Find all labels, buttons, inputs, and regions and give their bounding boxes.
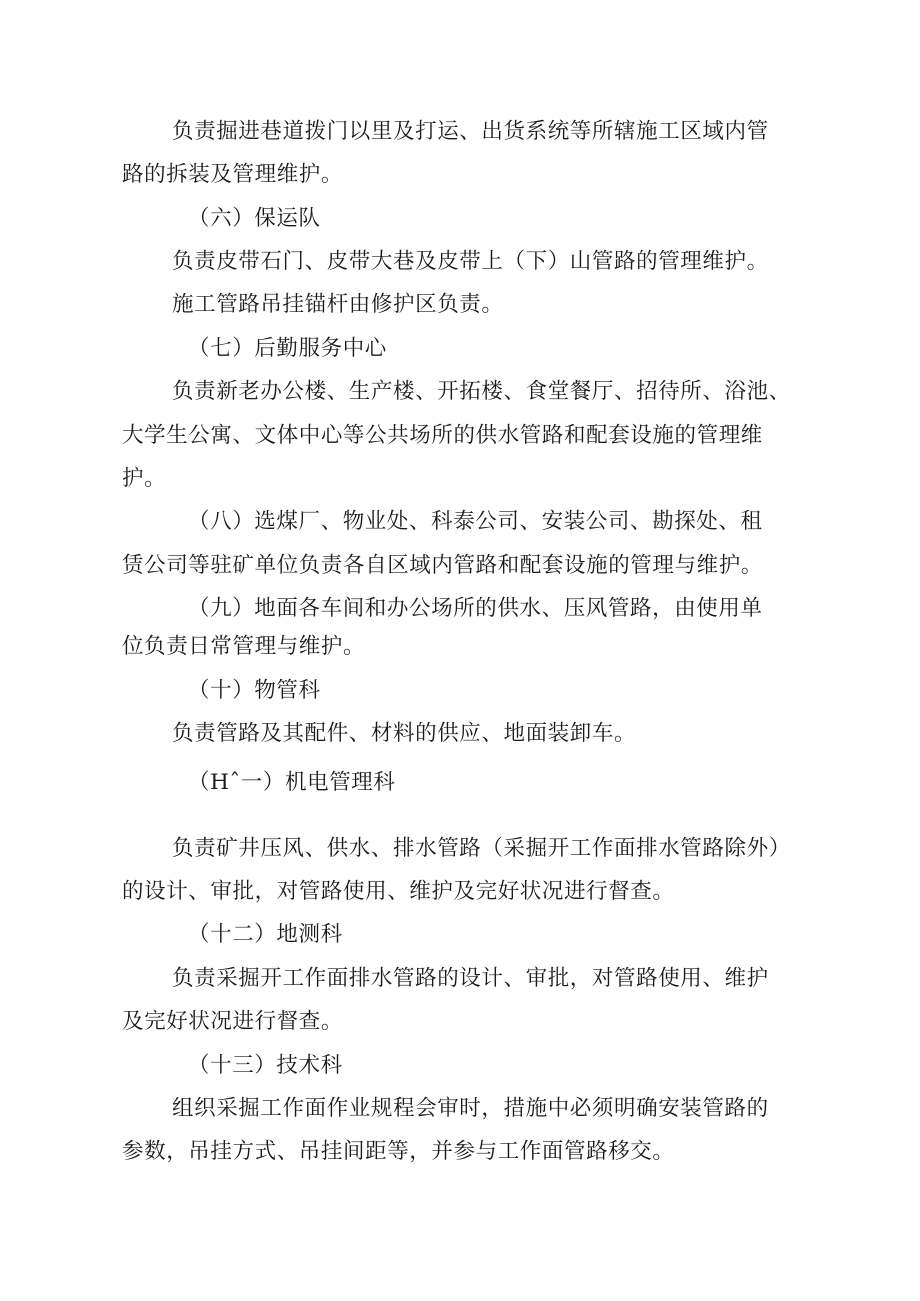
section-heading: （十三）技术科 [188,1053,343,1078]
section-heading: （六）保运队 [188,206,321,231]
paragraph-line: 的设计、审批，对管路使用、维护及完好状况进行督查。 [122,879,675,904]
paragraph-line: 施工管路吊挂锚杆由修护区负责。 [172,292,504,317]
paragraph-line: （八）选煤厂、物业处、科泰公司、安装公司、勘探处、租 [188,509,763,534]
paragraph-line: 负责矿井压风、供水、排水管路（采掘开工作面排水管路除外） [172,836,791,861]
paragraph-line: 护。 [122,466,167,491]
paragraph-line: 大学生公寓、文体中心等公共场所的供水管路和配套设施的管理维 [122,423,763,448]
paragraph-line: 赁公司等驻矿单位负责各自区域内管路和配套设施的管理与维护。 [122,553,763,578]
paragraph-line: 组织采掘工作面作业规程会审时，措施中必须明确安装管路的 [172,1096,769,1121]
paragraph-line: （九）地面各车间和办公场所的供水、压风管路，由使用单 [188,596,763,621]
section-heading: （七）后勤服务中心 [188,336,387,361]
section-heading: （Hˆ一）机电管理科 [188,770,396,795]
paragraph-line: 负责掘进巷道拨门以里及打运、出货系统等所辖施工区域内管 [172,119,769,144]
paragraph-line: 负责皮带石门、皮带大巷及皮带上（下）山管路的管理维护。 [172,249,769,274]
paragraph-line: 负责管路及其配件、材料的供应、地面装卸车。 [172,721,637,746]
paragraph-line: 负责新老办公楼、生产楼、开拓楼、食堂餐厅、招待所、浴池、 [172,379,791,404]
section-heading: （十二）地测科 [188,922,343,947]
paragraph-line: 位负责日常管理与维护。 [122,634,366,659]
paragraph-line: 参数，吊挂方式、吊挂间距等，并参与工作面管路移交。 [122,1139,675,1164]
paragraph-line: 路的拆装及管理维护。 [122,162,344,187]
paragraph-line: 负责采掘开工作面排水管路的设计、审批，对管路使用、维护 [172,966,769,991]
paragraph-line: 及完好状况进行督查。 [122,1009,344,1034]
section-heading: （十）物管科 [188,678,321,703]
